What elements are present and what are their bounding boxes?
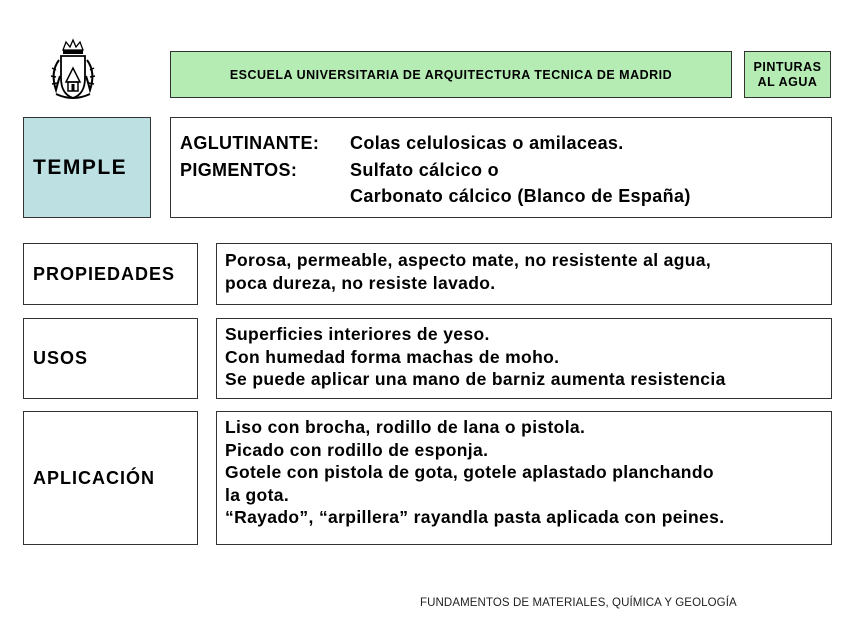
content-line: Gotele con pistola de gota, gotele aplastado planchando xyxy=(225,462,714,482)
aplicacion-content-box xyxy=(216,411,832,545)
school-name: ESCUELA UNIVERSITARIA DE ARQUITECTURA TECNICA DE MADRID xyxy=(229,67,673,82)
footer-course-name: FUNDAMENTOS DE MATERIALES, QUÍMICA Y GEOLOGÍA xyxy=(420,597,737,609)
content-line: la gota. xyxy=(225,484,290,505)
school-header xyxy=(170,51,732,98)
topic-badge xyxy=(744,51,831,98)
content-line: Se puede aplicar una mano de barniz aumenta resistencia xyxy=(225,369,726,389)
temple-title-box xyxy=(23,117,151,218)
section-label: USOS xyxy=(33,348,89,368)
temple-row xyxy=(180,183,823,210)
temple-title: TEMPLE xyxy=(33,155,128,179)
badge-line-1: PINTURAS xyxy=(753,59,822,74)
temple-key: PIGMENTOS: xyxy=(180,159,298,180)
usos-label-box xyxy=(23,318,198,399)
temple-row xyxy=(180,157,823,184)
aplicacion-label-box xyxy=(23,411,198,545)
badge-line-2: AL AGUA xyxy=(757,74,818,89)
temple-value: Sulfato cálcico o xyxy=(350,159,499,180)
content-line: Porosa, permeable, aspecto mate, no resistente al agua, xyxy=(225,250,712,270)
temple-value: Carbonato cálcico (Blanco de España) xyxy=(350,186,691,206)
content-line: Liso con brocha, rodillo de lana o pistola. xyxy=(225,417,586,437)
temple-key: AGLUTINANTE: xyxy=(180,133,320,153)
section-label: PROPIEDADES xyxy=(33,263,176,284)
temple-value: Colas celulosicas o amilaceas. xyxy=(350,133,624,153)
propiedades-content-box xyxy=(216,243,832,305)
content-line: Picado con rodillo de esponja. xyxy=(225,439,489,460)
content-line: poca dureza, no resiste lavado. xyxy=(225,272,496,293)
university-crest-icon xyxy=(44,38,102,102)
section-label: APLICACIÓN xyxy=(33,467,155,488)
temple-row xyxy=(180,130,823,157)
content-line: Con humedad forma machas de moho. xyxy=(225,346,560,367)
content-line: Superficies interiores de yeso. xyxy=(225,324,490,344)
propiedades-label-box xyxy=(23,243,198,305)
temple-composition-box xyxy=(170,117,832,218)
content-line: “Rayado”, “arpillera” rayandla pasta aplicada con peines. xyxy=(225,507,725,527)
usos-content-box xyxy=(216,318,832,399)
temple-key xyxy=(180,183,350,210)
